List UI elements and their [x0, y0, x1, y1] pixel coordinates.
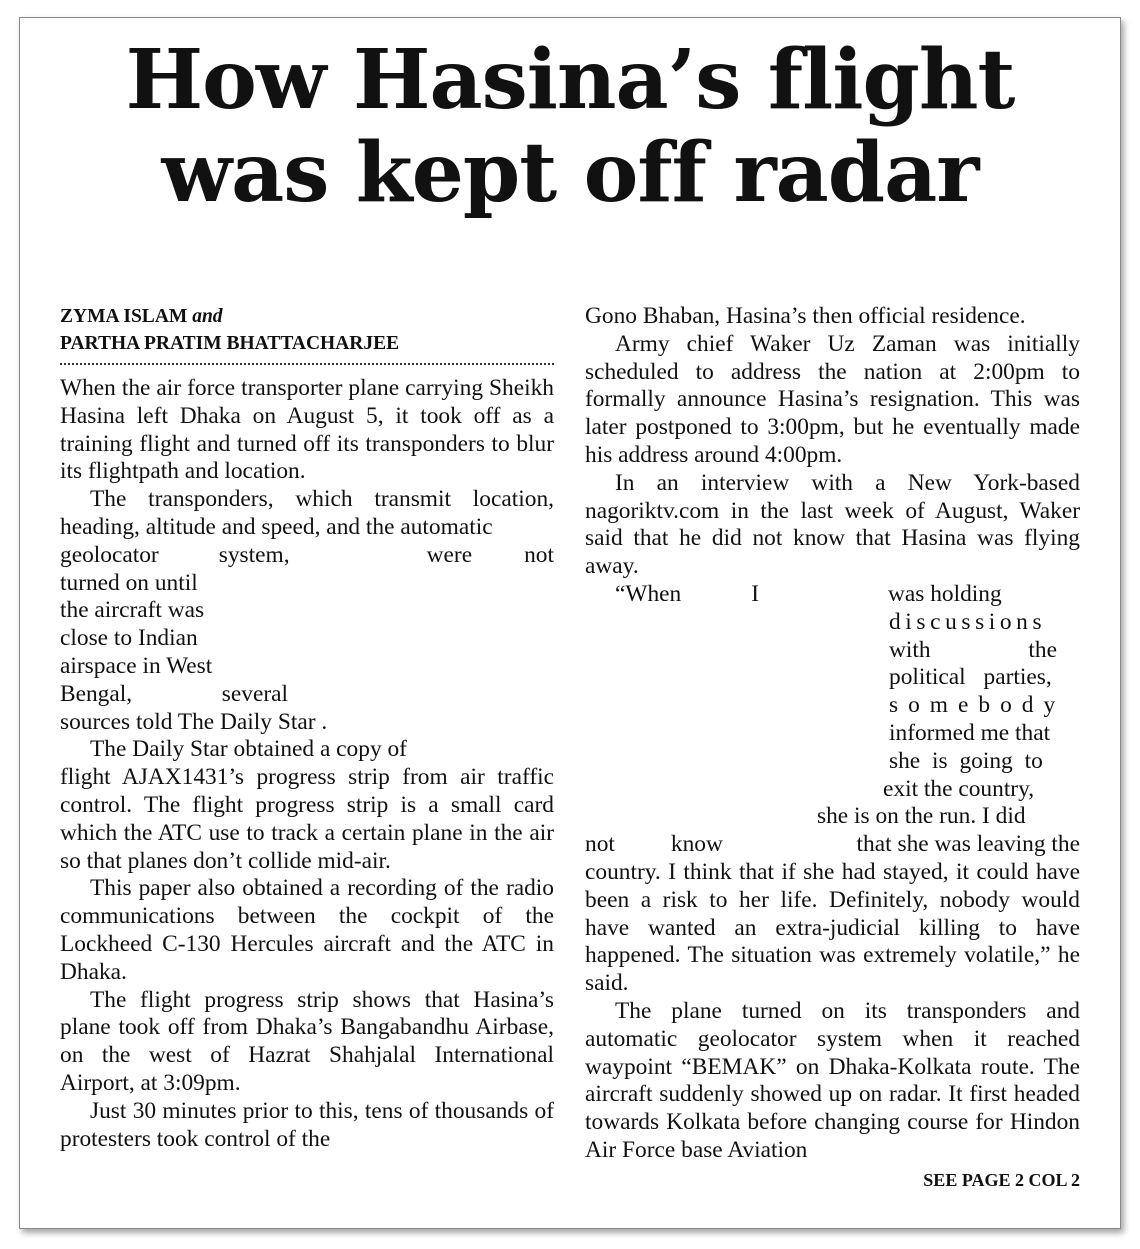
line: [60, 681, 288, 709]
paragraph: The plane turned on its transponders and automatic geolocator system when it reached waypoint “BEMAK” on Dhaka-Kolkata route. The aircraft suddenly showed up on radar. It first headed towards Kolkata before changing course for Hindon Air Force base Aviation: [585, 997, 1080, 1163]
byline-divider: [60, 363, 554, 365]
paragraph: In an interview with a New York-based nagoriktv.com in the last week of August, Waker said that he did not know that Hasina was flying away.: [585, 469, 1080, 580]
paragraph: The Daily Star obtained a copy of: [90, 736, 407, 763]
line: with the: [889, 636, 1058, 663]
quote-narrow: [883, 608, 1080, 804]
paragraph: country. I think that if she had stayed, it could have been a risk to her life. Definitely, nobody would have wanted an extra-judicial killing to have happened. The situation was extremely volatile,” he said.: [585, 858, 1080, 997]
headline: [0, 34, 1140, 220]
paragraph: When the air force transporter plane carrying Sheikh Hasina left Dhaka on August 5, it took off as a training flight and turned off its transponders to blur its flightpath and location.: [60, 375, 554, 485]
word: was holding: [888, 580, 1002, 607]
headline-line-1: How Hasina’s flight: [125, 32, 1015, 128]
word: geolocator: [60, 541, 159, 568]
paragraph-line: [60, 542, 554, 570]
word: several: [221, 680, 288, 707]
word: Bengal,: [60, 680, 133, 707]
line: close to Indian: [60, 625, 198, 652]
word: “When: [615, 580, 682, 607]
line: the aircraft was: [60, 597, 205, 624]
word: that she was leaving the: [856, 831, 1080, 858]
paragraph: Army chief Waker Uz Zaman was initially scheduled to address the nation at 2:00pm to formally announce Hasina’s resignation. This was later postponed to 3:00pm, but he eventually made his address around 4:00pm.: [585, 330, 1080, 468]
paragraph: The transponders, which transmit location, heading, altitude and speed, and the automatic: [60, 486, 554, 540]
author-1: ZYMA ISLAM: [60, 306, 188, 327]
headline-line-2: was kept off radar: [161, 125, 979, 221]
word: were: [426, 541, 473, 568]
word: know: [670, 831, 723, 858]
column-right: [585, 303, 1080, 1195]
line: sources told The Daily Star .: [60, 708, 328, 735]
paragraph: Just 30 minutes prior to this, tens of thousands of protesters took control of the: [60, 1097, 554, 1152]
byline: [60, 303, 554, 357]
line: she is on the run. I did: [817, 803, 1026, 830]
word: I: [751, 580, 760, 607]
line: she is going to: [889, 747, 1043, 774]
line: political parties,: [889, 664, 1052, 691]
paragraph: Gono Bhaban, Hasina’s then official residence.: [585, 303, 1026, 329]
line: exit the country,: [883, 775, 1035, 802]
line: discussions: [889, 608, 1047, 635]
line: airspace in West: [60, 652, 213, 679]
quote-line: [585, 581, 1080, 609]
continuation-note: SEE PAGE 2 COL 2: [923, 1169, 1080, 1190]
line: informed me that: [889, 719, 1051, 746]
paragraph: This paper also obtained a recording of the radio communications between the cockpit of the Lockheed C-130 Hercules aircraft and the ATC in Dhaka.: [60, 875, 554, 985]
paragraph: flight AJAX1431’s progress strip from air traffic control. The flight progress strip is a small card which the ATC use to track a certain plane in the air so that planes don’t collide mid-air.: [60, 764, 554, 874]
column-left: [60, 303, 554, 1153]
paragraph: The flight progress strip shows that Hasina’s plane took off from Dhaka’s Bangabandhu Airbase, on the west of Hazrat Shahjalal International Airport, at 3:09pm.: [60, 986, 554, 1096]
byline-and: and: [192, 306, 223, 327]
line: somebody: [889, 692, 1066, 719]
word: system,: [218, 541, 290, 568]
word: not: [585, 831, 615, 858]
paragraph-narrow: [60, 570, 290, 709]
line: turned on until: [60, 569, 198, 596]
author-2: PARTHA PRATIM BHATTACHARJEE: [60, 333, 400, 354]
word: not: [524, 541, 554, 568]
quote-line: [585, 831, 1080, 859]
